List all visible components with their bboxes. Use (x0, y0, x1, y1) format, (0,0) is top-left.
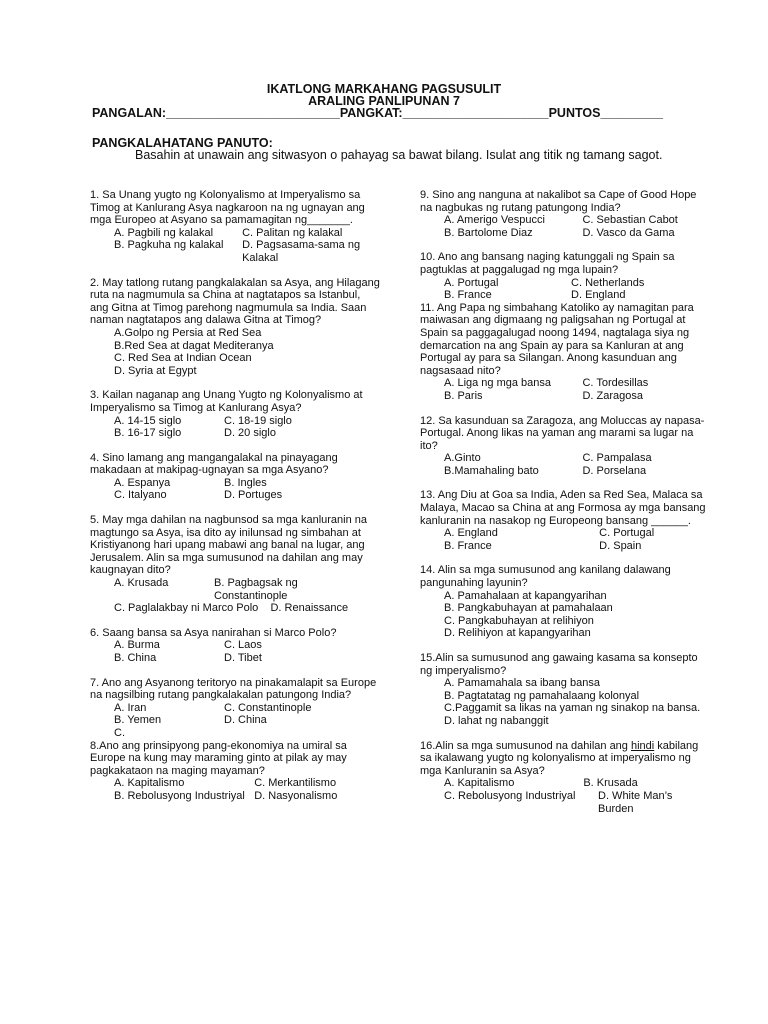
question-6 (90, 627, 380, 665)
instructions-text: Basahin at unawain ang sitwasyon o pahayag sa bawat bilang. Isulat ang titik ng tamang sagot. (135, 148, 663, 162)
question-9 (420, 189, 710, 239)
student-info-line: PANGALAN:_________________________PANGKAT:_____________________PUNTOS_________ (92, 106, 664, 120)
choice-b: B. Ingles (224, 476, 267, 489)
question-stem: 8.Ano ang prinsipyong pang-ekonomiya na umiral sa Europe na kung may maraming ginto at pilak ay may pagkakataon na maging mayaman? (90, 739, 347, 777)
choice-b: B. Rebolusyong Industriyal (114, 789, 245, 802)
choice-b: B.Red Sea at dagat Mediteranya (114, 339, 274, 352)
left-column (90, 189, 380, 815)
question-stem: 3. Kailan naganap ang Unang Yugto ng Kolonyalismo at Imperyalismo sa Timog at Kanlurang Asya? (90, 389, 363, 414)
choice-d: D. Porselana (582, 464, 647, 477)
question-3 (90, 389, 380, 439)
question-stem: 15.Alin sa sumusunod ang gawaing kasama sa konsepto ng imperyalismo? (420, 652, 698, 677)
choice-c: C. 18-19 siglo (224, 414, 292, 427)
choice-d: D. Portuges (224, 489, 283, 502)
choice-a: A. Amerigo Vespucci (444, 214, 545, 227)
choice-a: A.Golpo ng Persia at Red Sea (114, 326, 262, 339)
choice-d: D. Vasco da Gama (582, 226, 675, 239)
choice-a: A. Espanya (114, 476, 171, 489)
question-14 (420, 564, 710, 640)
choice-c: C. Merkantilismo (254, 777, 337, 790)
choice-a: A. Kapitalismo (444, 777, 515, 790)
question-stem: 11. Ang Papa ng simbahang Katoliko ay namagitan para maiwasan ang digmaang ng paligsahan ng Portugal at Spain sa paggagalugad noong 1494, nagtalaga siya ng demarcation na ang Spain ay para sa Kanluran at ang Portugal ay para sa Silangan. Anong kasunduan ang nagsasaad nito? (420, 301, 694, 377)
choice-c: C. Palitan ng kalakal (242, 226, 343, 239)
exam-title: IKATLONG MARKAHANG PAGSUSULIT (266, 82, 502, 96)
choice-c: C. Sebastian Cabot (582, 214, 678, 227)
choice-c: C. Tordesillas (582, 377, 649, 390)
question-10 (420, 251, 710, 301)
choice-a: A. Kapitalismo (114, 777, 185, 790)
choice-a: A. Portugal (444, 276, 499, 289)
choice-b: B. Krusada (583, 777, 638, 790)
question-stem: 1. Sa Unang yugto ng Kolonyalismo at Imperyalismo sa Timog at Kanlurang Asya nagkaroon na ng ugnayan ang mga Europeo at Asyano sa pamamagitan ng_______. (90, 189, 365, 227)
choice-d: D. China (224, 714, 267, 727)
question-stem: 2. May tatlong rutang pangkalakalan sa Asya, ang Hilagang ruta na nagmumula sa China at nagtatapos sa Istanbul, ang Gitna at Timog parehong nagmumula sa India. Saan naman nagtatapos ang dalawa Gitna at Timog? (90, 276, 380, 327)
question-16 (420, 740, 710, 816)
choice-b: B. Pangkabuhayan at pamahalaan (444, 602, 613, 615)
question-7 (90, 677, 380, 740)
choice-c: C. Rebolusyong Industriyal (444, 789, 576, 802)
stem-text: kabilang sa ikalawang yugto ng kolonyalismo at imperyalismo ng mga Kanluranin sa Asya? (420, 739, 699, 777)
choice-a: A. 14-15 siglo (114, 414, 182, 427)
choice-d: D. Renaissance (270, 602, 349, 615)
choice-b: B. France (444, 289, 492, 302)
stem-text: 16.Alin sa mga sumusunod na dahilan ang (420, 739, 631, 752)
choice-c: C. Italyano (114, 489, 167, 502)
choice-c: C. Pangkabuhayan at relihiyon (444, 614, 594, 627)
choice-a: A. Pamamahala sa ibang bansa (444, 677, 600, 690)
choice-a: A. Krusada (114, 577, 169, 590)
choice-extra: C. (114, 726, 125, 739)
question-stem (420, 740, 710, 778)
choice-b: B. China (114, 652, 157, 664)
choice-c: C. Laos (224, 639, 262, 652)
question-2 (90, 277, 380, 378)
choice-d: D. England (571, 289, 626, 302)
choice-a: A. England (444, 527, 498, 540)
choice-d: D. Nasyonalismo (254, 789, 338, 802)
choice-d: D. Zaragosa (582, 389, 643, 402)
question-stem: 12. Sa kasunduan sa Zaragoza, ang Moluccas ay napasa-Portugal. Anong likas na yaman ang marami sa lugar na ito? (420, 414, 705, 452)
choice-b: B. Paris (444, 389, 483, 402)
question-stem: 13. Ang Diu at Goa sa India, Aden sa Red Sea, Malaca sa Malaya, Macao sa China at ang Formosa ay mga bansang kanluranin na nasakop ng Europeong bansang ______. (420, 489, 706, 527)
choice-b: B. Pagtatatag ng pamahalaang kolonyal (444, 689, 640, 702)
choice-a: A.Ginto (444, 452, 481, 465)
choice-c: C. Portugal (599, 527, 655, 540)
choice-c: C.Paggamit sa likas na yaman ng sinakop na bansa. (444, 702, 701, 715)
choice-b: B. Yemen (114, 714, 162, 727)
choice-b: B. Pagkuha ng kalakal (114, 239, 224, 252)
choice-b: B. Pagbagsak ng Constantinople (214, 577, 298, 602)
choice-a: A. Iran (114, 701, 147, 714)
choice-d: D. White Man’s Burden (598, 789, 673, 815)
question-stem: 7. Ano ang Asyanong teritoryo na pinakamalapit sa Europe na nagsilbing rutang pangkalakalan patungong India? (90, 676, 377, 702)
question-8 (90, 740, 380, 803)
choice-c: C. Paglalakbay ni Marco Polo (114, 602, 259, 615)
choice-a: A. Pamahalaan at kapangyarihan (444, 589, 607, 602)
choice-c: C. Netherlands (571, 276, 645, 289)
question-stem: 6. Saang bansa sa Asya nanirahan si Marco Polo? (90, 626, 337, 639)
right-column (420, 189, 710, 827)
emphasis-hindi: hindi (630, 739, 655, 752)
instructions-title: PANGKALAHATANG PANUTO: (92, 136, 273, 150)
question-4 (90, 452, 380, 502)
question-1 (90, 189, 380, 265)
choice-d: D. 20 siglo (224, 427, 276, 440)
choice-b: B. France (444, 539, 492, 552)
question-13 (420, 489, 710, 552)
choice-d: D. Tibet (224, 652, 262, 664)
choice-a: A. Burma (114, 639, 160, 652)
question-11 (420, 302, 710, 403)
choice-a: A. Pagbili ng kalakal (114, 226, 214, 239)
choice-b: B.Mamahaling bato (444, 464, 539, 477)
subject-title: ARALING PANLIPUNAN 7 (308, 94, 460, 108)
choice-d: D. Syria at Egypt (114, 364, 197, 377)
choice-b: B. Bartolome Diaz (444, 226, 533, 239)
choice-a: A. Liga ng mga bansa (444, 377, 552, 390)
question-12 (420, 415, 710, 478)
choice-b: B. 16-17 siglo (114, 427, 182, 440)
question-5 (90, 514, 380, 615)
question-stem: 14. Alin sa mga sumusunod ang kanilang dalawang pangunahing layunin? (420, 564, 671, 590)
choice-c: C. Red Sea at Indian Ocean (114, 352, 252, 365)
choice-d: D. Pagsasama-sama ng Kalakal (242, 239, 361, 264)
choice-c: C. Constantinople (224, 701, 312, 714)
choice-d: D. Spain (599, 539, 642, 552)
choice-c: C. Pampalasa (582, 452, 652, 465)
question-stem: 10. Ano ang bansang naging katunggali ng Spain sa pagtuklas at paggalugad ng mga lupain? (420, 251, 675, 276)
question-stem: 5. May mga dahilan na nagbunsod sa mga kanluranin na magtungo sa Asya, isa dito ay inilunsad ng simbahan at Kristiyanong hari upang mabawi ang banal na lugar, ang Jerusalem. Alin sa mga sumusunod na dahilan ang may kaugnayan dito? (90, 514, 368, 577)
question-stem: 9. Sino ang nanguna at nakalibot sa Cape of Good Hope na nagbukas ng rutang patungong India? (420, 189, 697, 214)
choice-d: D. Relihiyon at kapangyarihan (444, 627, 591, 640)
question-15 (420, 652, 710, 728)
question-stem: 4. Sino lamang ang mangangalakal na pinayagang makadaan at makipag-ugnayan sa mga Asyano? (90, 451, 338, 477)
choice-d: D. lahat ng nabanggit (444, 714, 549, 727)
